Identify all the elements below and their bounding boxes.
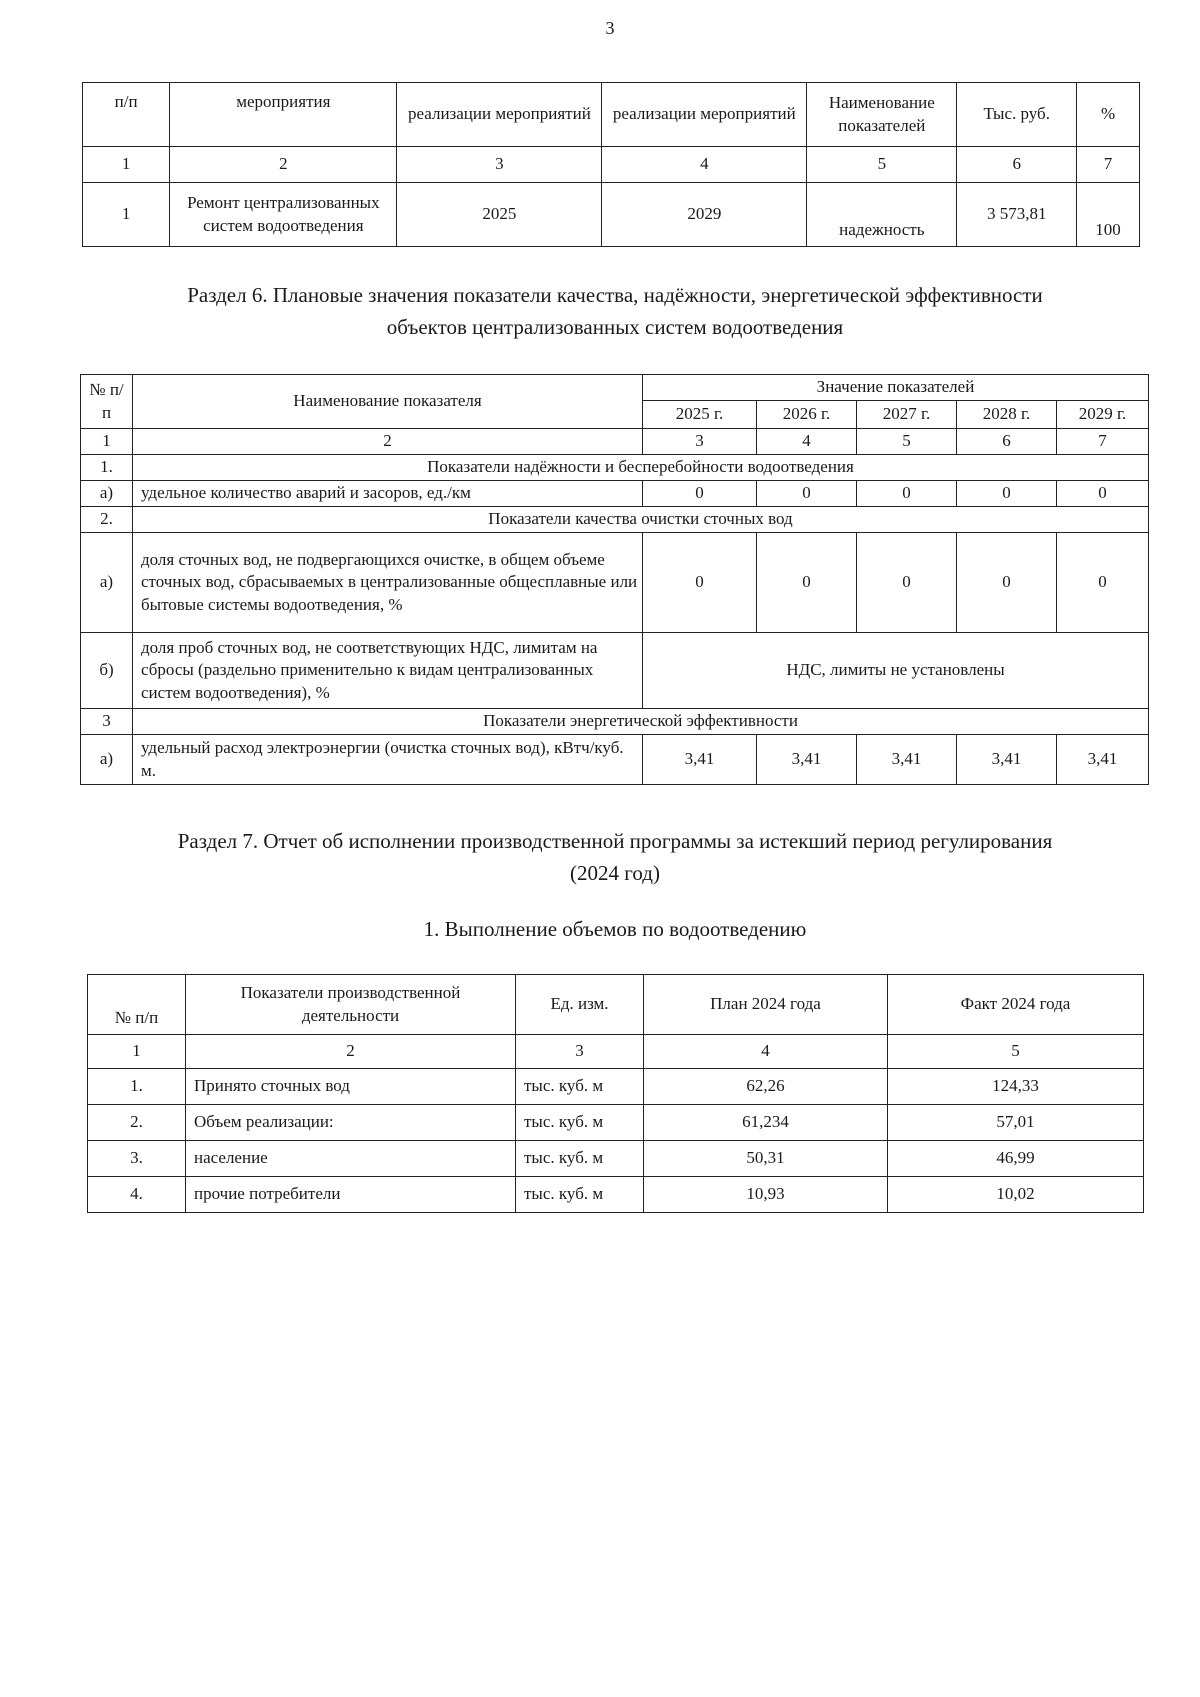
table-row (83, 183, 1140, 247)
row-number: 1 (83, 183, 170, 247)
section6-heading (60, 280, 1170, 343)
percent-value: 100 (1077, 183, 1140, 247)
header-cell: Наименование показателей (807, 83, 957, 147)
group-row (81, 709, 1149, 735)
row-number: 2. (88, 1105, 186, 1141)
volumes-table (87, 974, 1144, 1213)
table-row (88, 1177, 1144, 1213)
fact-value: 10,02 (888, 1177, 1144, 1213)
fact-value: 57,01 (888, 1105, 1144, 1141)
indicator-name: прочие потребители (186, 1177, 516, 1213)
table-row (88, 1105, 1144, 1141)
group-number: 2. (81, 507, 133, 533)
column-number: 1 (81, 429, 133, 455)
indicator-value: 0 (857, 481, 957, 507)
row-letter: а) (81, 481, 133, 507)
column-number: 1 (83, 147, 170, 183)
column-number-row (83, 147, 1140, 183)
unit: тыс. куб. м (516, 1177, 644, 1213)
indicator-value: 3,41 (957, 735, 1057, 785)
table-row (88, 1141, 1144, 1177)
indicator-name: удельный расход электроэнергии (очистка сточных вод), кВтч/куб. м. (133, 735, 643, 785)
group-number: 1. (81, 455, 133, 481)
indicator-name: Принято сточных вод (186, 1069, 516, 1105)
year-header: 2029 г. (1057, 401, 1149, 429)
column-number: 7 (1057, 429, 1149, 455)
indicator-name: Объем реализации: (186, 1105, 516, 1141)
column-number-row (88, 1035, 1144, 1069)
indicator-value: 0 (857, 533, 957, 633)
column-number: 3 (397, 147, 602, 183)
unit: тыс. куб. м (516, 1141, 644, 1177)
column-number: 4 (757, 429, 857, 455)
unit: тыс. куб. м (516, 1069, 644, 1105)
start-year: 2025 (397, 183, 602, 247)
plan-value: 62,26 (644, 1069, 888, 1105)
page-number: 3 (605, 18, 615, 38)
indicator-value: 0 (1057, 533, 1149, 633)
header-cell: п/п (83, 83, 170, 147)
row-number: 3. (88, 1141, 186, 1177)
table-header-row (81, 375, 1149, 401)
column-number: 5 (888, 1035, 1144, 1069)
column-number: 2 (170, 147, 397, 183)
indicator-value: 0 (757, 533, 857, 633)
section6-heading-line1: Раздел 6. Плановые значения показатели качества, надёжности, энергетической эффективности (187, 283, 1043, 307)
row-number: 4. (88, 1177, 186, 1213)
header-cell: % (1077, 83, 1140, 147)
header-no: № п/п (81, 375, 133, 429)
plan-value: 50,31 (644, 1141, 888, 1177)
column-number: 5 (807, 147, 957, 183)
row-letter: а) (81, 735, 133, 785)
group-title: Показатели надёжности и бесперебойности водоотведения (133, 455, 1149, 481)
indicator-value: 0 (957, 533, 1057, 633)
column-number-row (81, 429, 1149, 455)
table-row (81, 481, 1149, 507)
group-title: Показатели энергетической эффективности (133, 709, 1149, 735)
header-cell: реализации мероприятий (397, 83, 602, 147)
year-header: 2027 г. (857, 401, 957, 429)
header-cell: Факт 2024 года (888, 975, 1144, 1035)
indicator-name: доля проб сточных вод, не соответствующих НДС, лимитам на сбросы (раздельно применительно к видам централизованных систем водоотведения), % (133, 633, 643, 709)
indicator-name: население (186, 1141, 516, 1177)
header-values: Значение показателей (643, 375, 1149, 401)
row-letter: б) (81, 633, 133, 709)
header-indicator-name: Наименование показателя (133, 375, 643, 429)
indicator-value: 0 (1057, 481, 1149, 507)
indicator-value: 0 (957, 481, 1057, 507)
table-row (81, 633, 1149, 709)
header-cell: Показатели производственной деятельности (186, 975, 516, 1035)
indicators-table (80, 374, 1149, 785)
indicator-name: удельное количество аварий и засоров, ед./км (133, 481, 643, 507)
header-cell: № п/п (88, 975, 186, 1035)
cost-value: 3 573,81 (957, 183, 1077, 247)
unit: тыс. куб. м (516, 1105, 644, 1141)
section7-heading-line2: (2024 год) (570, 860, 660, 885)
indicator-value: 3,41 (1057, 735, 1149, 785)
indicator-name: доля сточных вод, не подвергающихся очистке, в общем объеме сточных вод, сбрасываемых в централизованные общесплавные или бытовые системы водоотведения, % (133, 533, 643, 633)
measure-name: Ремонт централизованных систем водоотведения (170, 183, 397, 247)
indicator-value: 0 (757, 481, 857, 507)
column-number: 6 (957, 147, 1077, 183)
column-number: 2 (133, 429, 643, 455)
section7-heading (60, 826, 1170, 889)
section6-heading-line2: объектов централизованных систем водоотведения (386, 314, 844, 339)
section7-heading-line1: Раздел 7. Отчет об исполнении производственной программы за истекший период регулирования (177, 829, 1053, 853)
indicator-value: 0 (643, 481, 757, 507)
table-header-row (83, 83, 1140, 147)
column-number: 7 (1077, 147, 1140, 183)
column-number: 5 (857, 429, 957, 455)
column-number: 6 (957, 429, 1057, 455)
column-number: 3 (516, 1035, 644, 1069)
header-cell: мероприятия (170, 83, 397, 147)
plan-value: 61,234 (644, 1105, 888, 1141)
year-header: 2026 г. (757, 401, 857, 429)
header-cell: Ед. изм. (516, 975, 644, 1035)
table-row (88, 1069, 1144, 1105)
group-row (81, 507, 1149, 533)
indicator-value: 3,41 (643, 735, 757, 785)
indicator-value: 3,41 (857, 735, 957, 785)
year-header: 2025 г. (643, 401, 757, 429)
fact-value: 46,99 (888, 1141, 1144, 1177)
fact-value: 124,33 (888, 1069, 1144, 1105)
indicator-value: 0 (643, 533, 757, 633)
column-number: 4 (644, 1035, 888, 1069)
table-row (81, 735, 1149, 785)
header-cell: Тыс. руб. (957, 83, 1077, 147)
indicator-name: надежность (807, 183, 957, 247)
column-number: 1 (88, 1035, 186, 1069)
section7-subheading: 1. Выполнение объемов по водоотведению (423, 917, 807, 941)
group-number: 3 (81, 709, 133, 735)
group-row (81, 455, 1149, 481)
measures-table (82, 82, 1140, 247)
table-row (81, 533, 1149, 633)
column-number: 3 (643, 429, 757, 455)
column-number: 4 (602, 147, 807, 183)
end-year: 2029 (602, 183, 807, 247)
table-header-row (88, 975, 1144, 1035)
plan-value: 10,93 (644, 1177, 888, 1213)
row-letter: а) (81, 533, 133, 633)
group-title: Показатели качества очистки сточных вод (133, 507, 1149, 533)
column-number: 2 (186, 1035, 516, 1069)
row-number: 1. (88, 1069, 186, 1105)
header-cell: реализации мероприятий (602, 83, 807, 147)
year-header: 2028 г. (957, 401, 1057, 429)
merged-note: НДС, лимиты не установлены (643, 633, 1149, 709)
header-cell: План 2024 года (644, 975, 888, 1035)
indicator-value: 3,41 (757, 735, 857, 785)
